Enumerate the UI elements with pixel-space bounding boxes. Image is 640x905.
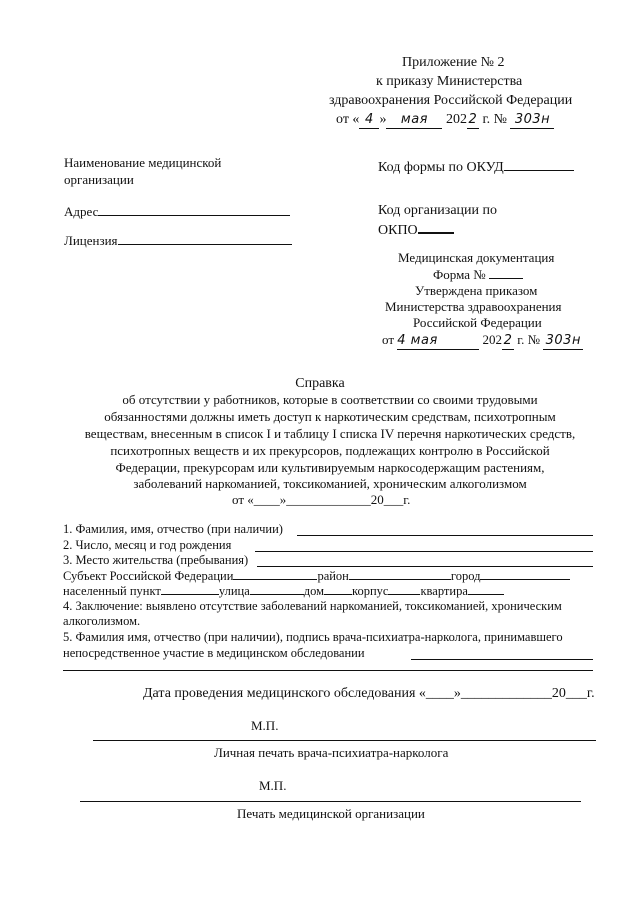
org-name-line2: организации [64,172,134,187]
appendix-date-day: 4 [359,111,379,129]
org-seal-label: Печать медицинской организации [237,806,425,821]
subject-label: Субъект Российской Федерации [63,569,234,583]
meddoc-date-prefix: от [382,332,395,347]
subject-field [233,568,317,580]
conclusion-line1: 4. Заключение: выявлено отсутствие заболеваний наркоманией, токсикоманией, хроническим [63,599,562,613]
appendix-date-month: мая [386,111,442,129]
okud-field [504,157,574,171]
meddoc-date-hand: 4 мая [397,333,479,350]
field-residence-label: 3. Место жительства (пребывания) [63,553,249,567]
certificate-line6: заболеваний наркоманией, токсикоманией, хроническим алкоголизмом [133,476,527,491]
exam-date: Дата проведения медицинского обследования «____»_____________20___г. [143,686,595,701]
okpo-field [418,219,454,234]
okpo-code [378,219,454,239]
field-name-line [297,535,593,536]
street-label: улица [218,584,250,598]
okpo-line1: Код организации по [378,203,498,218]
field-birth-label: 2. Число, месяц и год рождения [63,538,232,552]
certificate-date: от «____»_____________20___г. [232,492,411,507]
meddoc-year-prefix: 202 [482,332,503,347]
address-field [98,203,290,216]
okpo-label: ОКПО [378,223,418,238]
meddoc-ministry2: Российской Федерации [413,315,542,330]
meddoc-approved: Утверждена приказом [415,283,538,298]
org-license [64,232,292,249]
appendix-line3: здравоохранения Российской Федерации [329,93,573,108]
org-name-line1: Наименование медицинской [64,155,222,170]
certificate-line1: об отсутствии у работников, которые в соответствии со своими трудовыми [122,392,538,407]
field-name-label: 1. Фамилия, имя, отчество (при наличии) [63,522,283,536]
form-number-field [489,266,523,279]
district-field [349,568,451,580]
appendix-date [336,111,554,129]
address-row1 [63,568,570,584]
meddoc-year-digit: 2 [503,333,513,348]
house-label: дом [303,584,325,598]
appendix-year-digit: 2 [468,112,478,127]
field-residence-line [257,566,593,567]
okud-code [378,157,574,176]
org-license-label: Лицензия [64,233,118,248]
building-field [388,583,420,595]
conclusion-line2: алкоголизмом. [63,614,141,628]
street-field [250,583,304,595]
appendix-date-mid: » [379,112,387,127]
address-row2 [63,583,504,599]
settlement-label: населенный пункт [63,584,161,598]
meddoc-form-label: Форма № [433,267,486,282]
building-label: корпус [352,584,389,598]
appendix-line2: к приказу Министерства [376,74,523,89]
appendix-order-number: 303н [510,111,554,129]
appendix-year-suffix: г. № [482,112,507,127]
house-field [324,583,352,595]
appendix-date-prefix: от « [336,112,360,127]
meddoc-ministry1: Министерства здравоохранения [385,299,562,314]
doctor-line2: непосредственное участие в медицинском обследовании [63,646,365,660]
certificate-title: Справка [295,376,345,391]
doctor-field-line2 [63,670,593,671]
certificate-line3: веществам, внесенным в список I и таблицу I списка IV перечня наркотических средств, [84,426,576,441]
meddoc-form [433,266,523,283]
doctor-seal-label: Личная печать врача-психиатра-нарколога [214,745,449,760]
city-field [480,568,570,580]
certificate-line5: Федерации, прекурсорам или культивируемым наркосодержащим растениям, [115,460,545,475]
doctor-field-line [411,659,593,660]
okud-label: Код формы по ОКУД [378,160,504,175]
apartment-label: квартира [420,584,468,598]
doctor-seal-line [93,740,596,741]
meddoc-line1: Медицинская документация [398,250,555,265]
meddoc-date [382,332,583,350]
city-label: город [450,569,481,583]
field-birth-line [255,551,593,552]
org-address [64,203,290,220]
meddoc-number: 303н [543,333,583,350]
certificate-line4: психотропных веществ и их прекурсоров, подлежащих контролю в Российской [110,443,550,458]
mp-2: М.П. [259,778,287,793]
district-label: район [317,569,349,583]
license-field [118,232,292,245]
apartment-field [468,583,504,595]
mp-1: М.П. [251,718,279,733]
appendix-year-prefix: 202 [445,112,467,127]
doctor-line1: 5. Фамилия имя, отчество (при наличии), подпись врача-психиатра-нарколога, принимавшего [63,630,563,644]
settlement-field [161,583,219,595]
org-address-label: Адрес [64,204,99,219]
org-seal-line [80,801,581,802]
appendix-line1: Приложение № 2 [402,55,505,70]
meddoc-year-suffix: г. № [517,332,541,347]
certificate-line2: обязанностями должны иметь доступ к наркотическим средствам, психотропным [104,409,556,424]
